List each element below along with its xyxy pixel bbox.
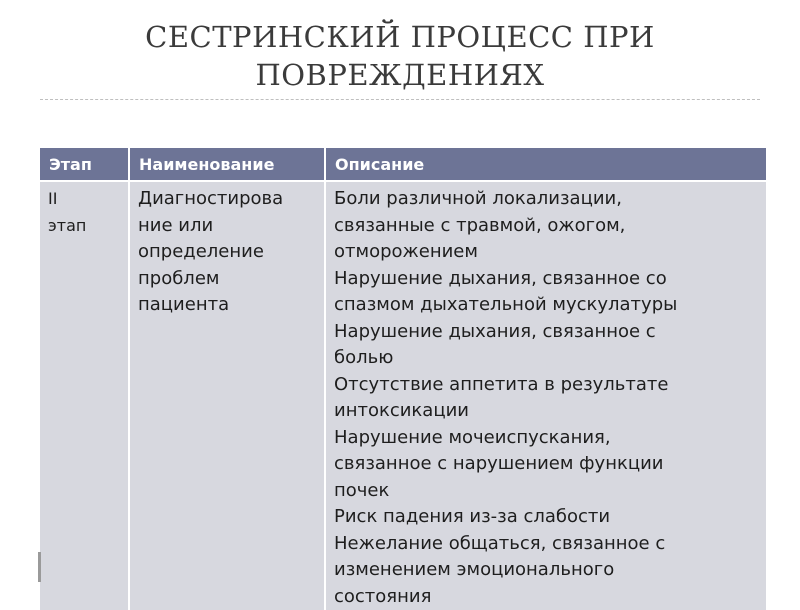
description-line: Отсутствие аппетита в результате [334, 372, 766, 399]
title-divider [40, 99, 760, 100]
description-line: Нарушение мочеиспускания, [334, 425, 766, 452]
description-line: Нарушение дыхания, связанное с [334, 319, 766, 346]
description-line: состояния [334, 584, 766, 610]
nursing-process-table [40, 148, 766, 610]
slide-title-line-2: ПОВРЕЖДЕНИЯХ [0, 56, 800, 94]
stage-line: этап [48, 213, 128, 240]
cell-name [129, 181, 325, 610]
description-line: Боли различной локализации, [334, 186, 766, 213]
description-line: интоксикации [334, 398, 766, 425]
description-line: отморожением [334, 239, 766, 266]
cell-description [325, 181, 766, 610]
table-row [40, 181, 766, 610]
description-line: изменением эмоционального [334, 557, 766, 584]
name-line: пациента [138, 292, 324, 319]
table-header [40, 148, 766, 181]
name-line: ние или [138, 213, 324, 240]
column-header-stage: Этап [40, 148, 129, 181]
description-line: Риск падения из-за слабости [334, 504, 766, 531]
slide-title-line-1: СЕСТРИНСКИЙ ПРОЦЕСС ПРИ [0, 18, 800, 56]
slide-title [0, 18, 800, 94]
name-line: определение [138, 239, 324, 266]
stage-line: II [48, 186, 128, 213]
column-header-description: Описание [325, 148, 766, 181]
slide-edge-mark [38, 552, 41, 582]
description-line: Нарушение дыхания, связанное со [334, 266, 766, 293]
column-header-name: Наименование [129, 148, 325, 181]
cell-stage [40, 181, 129, 610]
description-line: Нежелание общаться, связанное с [334, 531, 766, 558]
description-line: связанное с нарушением функции [334, 451, 766, 478]
name-line: проблем [138, 266, 324, 293]
description-line: связанные с травмой, ожогом, [334, 213, 766, 240]
name-line: Диагностирова [138, 186, 324, 213]
table-header-row [40, 148, 766, 181]
description-line: болью [334, 345, 766, 372]
description-line: спазмом дыхательной мускулатуры [334, 292, 766, 319]
description-line: почек [334, 478, 766, 505]
